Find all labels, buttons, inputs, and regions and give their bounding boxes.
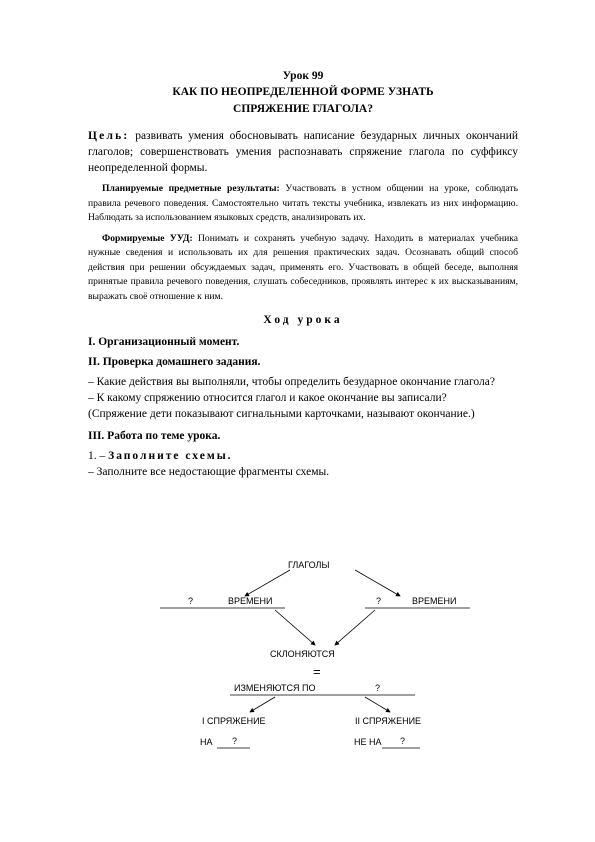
diagram-conj2-sub: НЕ НА [354, 737, 382, 747]
diagram-conj1-q: ? [232, 736, 238, 746]
diagram-left-q: ? [188, 596, 194, 606]
diagram-right-label: ВРЕМЕНИ [412, 596, 457, 606]
diagram-conj1-sub: НА [200, 737, 213, 747]
diagram-conj2-q: ? [400, 736, 406, 746]
diagram-change-q: ? [375, 683, 381, 693]
goal-label: Цель: [88, 130, 130, 142]
task-text: – Заполните все недостающие фрагменты схемы. [88, 466, 330, 478]
planned-text: Участвовать в устном общении на уроке, соблюдать правила речевого поведения. Самостоятельно читать тексты учебника, извлекать из них информацию. Наблюдать за использованием языковых средств, анализировать их. [88, 183, 518, 223]
goal-paragraph [88, 128, 518, 176]
diagram-top: ГЛАГОЛЫ [288, 560, 330, 570]
diagram-lines [150, 560, 480, 760]
diagram-right-q: ? [376, 596, 382, 606]
task-title: Заполните схемы. [108, 450, 233, 462]
uud-text: Понимать и сохранять учебную задачу. Находить в материалах учебника нужные сведения и использовать их для решения практических задач. Осознавать общий способ действия при решении обсуждаемых задач, применять его. Участвовать в общей беседе, выполняя принятые правила речевого поведения, слушать собеседников, проявлять интерес к их высказываниям, выражать своё отношение к ним. [88, 232, 518, 302]
diagram-change: ИЗМЕНЯЮТСЯ ПО [234, 683, 316, 693]
question-2: – К какому спряжению относится глагол и какое окончание вы записали? [88, 392, 447, 404]
planned-results [88, 182, 518, 226]
section-2: II. Проверка домашнего задания. [88, 356, 261, 368]
question-1: – Какие действия вы выполняли, чтобы определить безударное окончание глагола? [88, 376, 495, 388]
diagram-middle: СКЛОНЯЮТСЯ [270, 649, 335, 659]
conjugation-diagram [150, 560, 480, 760]
diagram-equals: = [313, 664, 321, 679]
planned-label: Планируемые предметные результаты: [102, 183, 280, 194]
lesson-title-line1: КАК ПО НЕОПРЕДЕЛЕННОЙ ФОРМЕ УЗНАТЬ [172, 86, 434, 98]
teacher-note: (Спряжение дети показывают сигнальными карточками, называют окончание.) [88, 408, 475, 420]
diagram-left-label: ВРЕМЕНИ [228, 596, 273, 606]
document-page [88, 70, 518, 480]
task-heading [88, 448, 518, 464]
diagram-conj2: II СПРЯЖЕНИЕ [355, 716, 422, 726]
uud-label: Формируемые УУД: [102, 232, 193, 244]
uud-block [88, 232, 518, 305]
lesson-title-line2: СПРЯЖЕНИЕ ГЛАГОЛА? [233, 103, 373, 115]
lesson-number: Урок 99 [282, 70, 324, 82]
diagram-conj1: I СПРЯЖЕНИЕ [202, 716, 266, 726]
goal-text: развивать умения обосновывать написание безударных личных окончаний глаголов; совершенствовать умения распознавать спряжение глагола по суффиксу неопределенной формы. [88, 130, 518, 174]
lesson-flow-heading: Ход урока [263, 314, 343, 326]
section-3: III. Работа по теме урока. [88, 430, 221, 442]
task-number: 1. – [88, 450, 106, 462]
section-1: I. Организационный момент. [88, 336, 240, 348]
